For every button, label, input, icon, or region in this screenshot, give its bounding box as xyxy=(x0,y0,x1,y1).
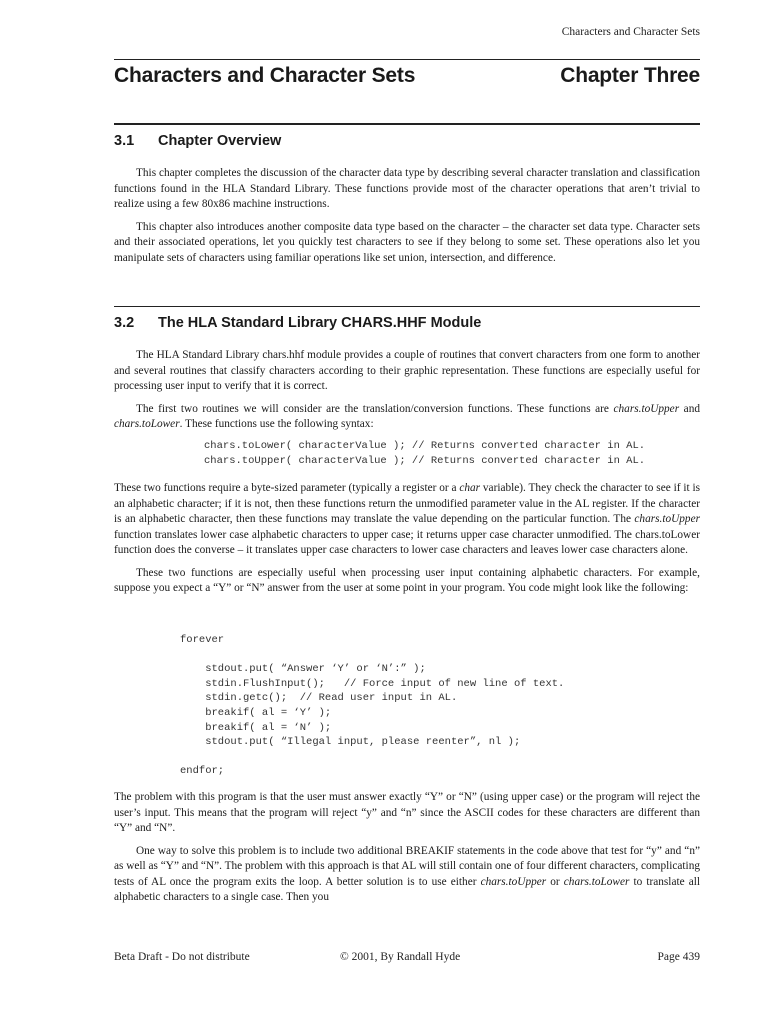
paragraph: The HLA Standard Library chars.hhf module provides a couple of routines that convert characters from one form to another and several routines that classify characters according to their graphic representation. These functions are especially useful for processing user input to verify that it is correct. xyxy=(114,349,700,392)
code-block-syntax: chars.toLower( characterValue ); // Returns converted character in AL. chars.toUpper( characterValue ); // Returns converted character in AL. xyxy=(204,440,646,467)
paragraph: One way to solve this problem is to include two additional BREAKIF statements in the code above that test for “y” and “n” as well as “Y” and “N”. The problem with this approach is that AL will still contain one of four different characters, complicating tests of AL once the program exits the loop. A better solution is to use either chars.toUpper or chars.toLower to translate all alphabetic characters to a single case. Then you xyxy=(114,844,700,903)
footer-left: Beta Draft - Do not distribute xyxy=(114,951,250,963)
header-rule xyxy=(114,59,700,60)
paragraph: These two functions require a byte-sized parameter (typically a register or a char variable). They check the character to see if it is an alphabetic character; if it is not, then these functions return the unmodified parameter value in the AL register. If the character is an alphabetic character, then these functions may translate the value depending on the particular function. The chars.toUpper function translates lower case alphabetic characters to upper case; it returns upper case character unmodified. The chars.toLower function does the converse – it translates upper case characters to lower case characters and leaves lower case characters alone. xyxy=(114,482,700,556)
section-rule xyxy=(114,306,700,307)
section-title: Chapter Overview xyxy=(158,133,282,149)
paragraph: This chapter also introduces another composite data type based on the character – the character set data type. Character sets and their associated operations, let you quickly test characters to see if they belong to some set. These operations also let you manipulate sets of characters using familiar operations like set union, intersection, and difference. xyxy=(114,220,700,264)
running-head: Characters and Character Sets xyxy=(561,26,700,38)
paragraph: This chapter completes the discussion of the character data type by describing several character translation and classification functions found in the HLA Standard Library. These functions provide most of the character operations that aren’t trivial to realize using a few 80x86 machine instructions. xyxy=(114,167,700,210)
section-3-2-tail xyxy=(114,790,700,913)
footer-page-number: Page 439 xyxy=(657,951,700,963)
footer-center: © 2001, By Randall Hyde xyxy=(340,951,461,963)
section-number: 3.2 xyxy=(114,315,135,331)
paragraph: These two functions are especially useful when processing user input containing alphabetic characters. For example, suppose you expect a “Y” or “N” answer from the user at some point in your program. You code might look like the following: xyxy=(114,566,700,594)
section-title: The HLA Standard Library CHARS.HHF Module xyxy=(158,315,482,331)
paragraph: The problem with this program is that the user must answer exactly “Y” or “N” (using upper case) or the program will reject the user’s input. This means that the program will reject “y” and “n” since the ASCII codes for these characters are different than “Y” and “N”. xyxy=(114,791,700,834)
chapter-heading xyxy=(114,64,700,88)
code-block-loop: forever stdout.put( “Answer ‘Y’ or ‘N’:” ); stdin.FlushInput(); // Force input of new line of text. stdin.getc(); // Read user input in AL. breakif( al = ‘Y’ ); breakif( al = ‘N’ ); stdout.put( “Illegal input, please reenter”, nl ); endfor; xyxy=(180,634,565,778)
paragraph: The first two routines we will consider are the translation/conversion functions. These functions are chars.toUpper and chars.toLower. These functions use the following syntax: xyxy=(114,402,700,430)
chapter-number: Chapter Three xyxy=(560,64,700,87)
chapter-rule xyxy=(114,123,700,125)
section-3-2-intro xyxy=(114,348,700,440)
section-3-1-body xyxy=(114,166,700,273)
section-3-2-body xyxy=(114,481,700,604)
chapter-title: Characters and Character Sets xyxy=(114,64,416,87)
section-number: 3.1 xyxy=(114,133,135,149)
